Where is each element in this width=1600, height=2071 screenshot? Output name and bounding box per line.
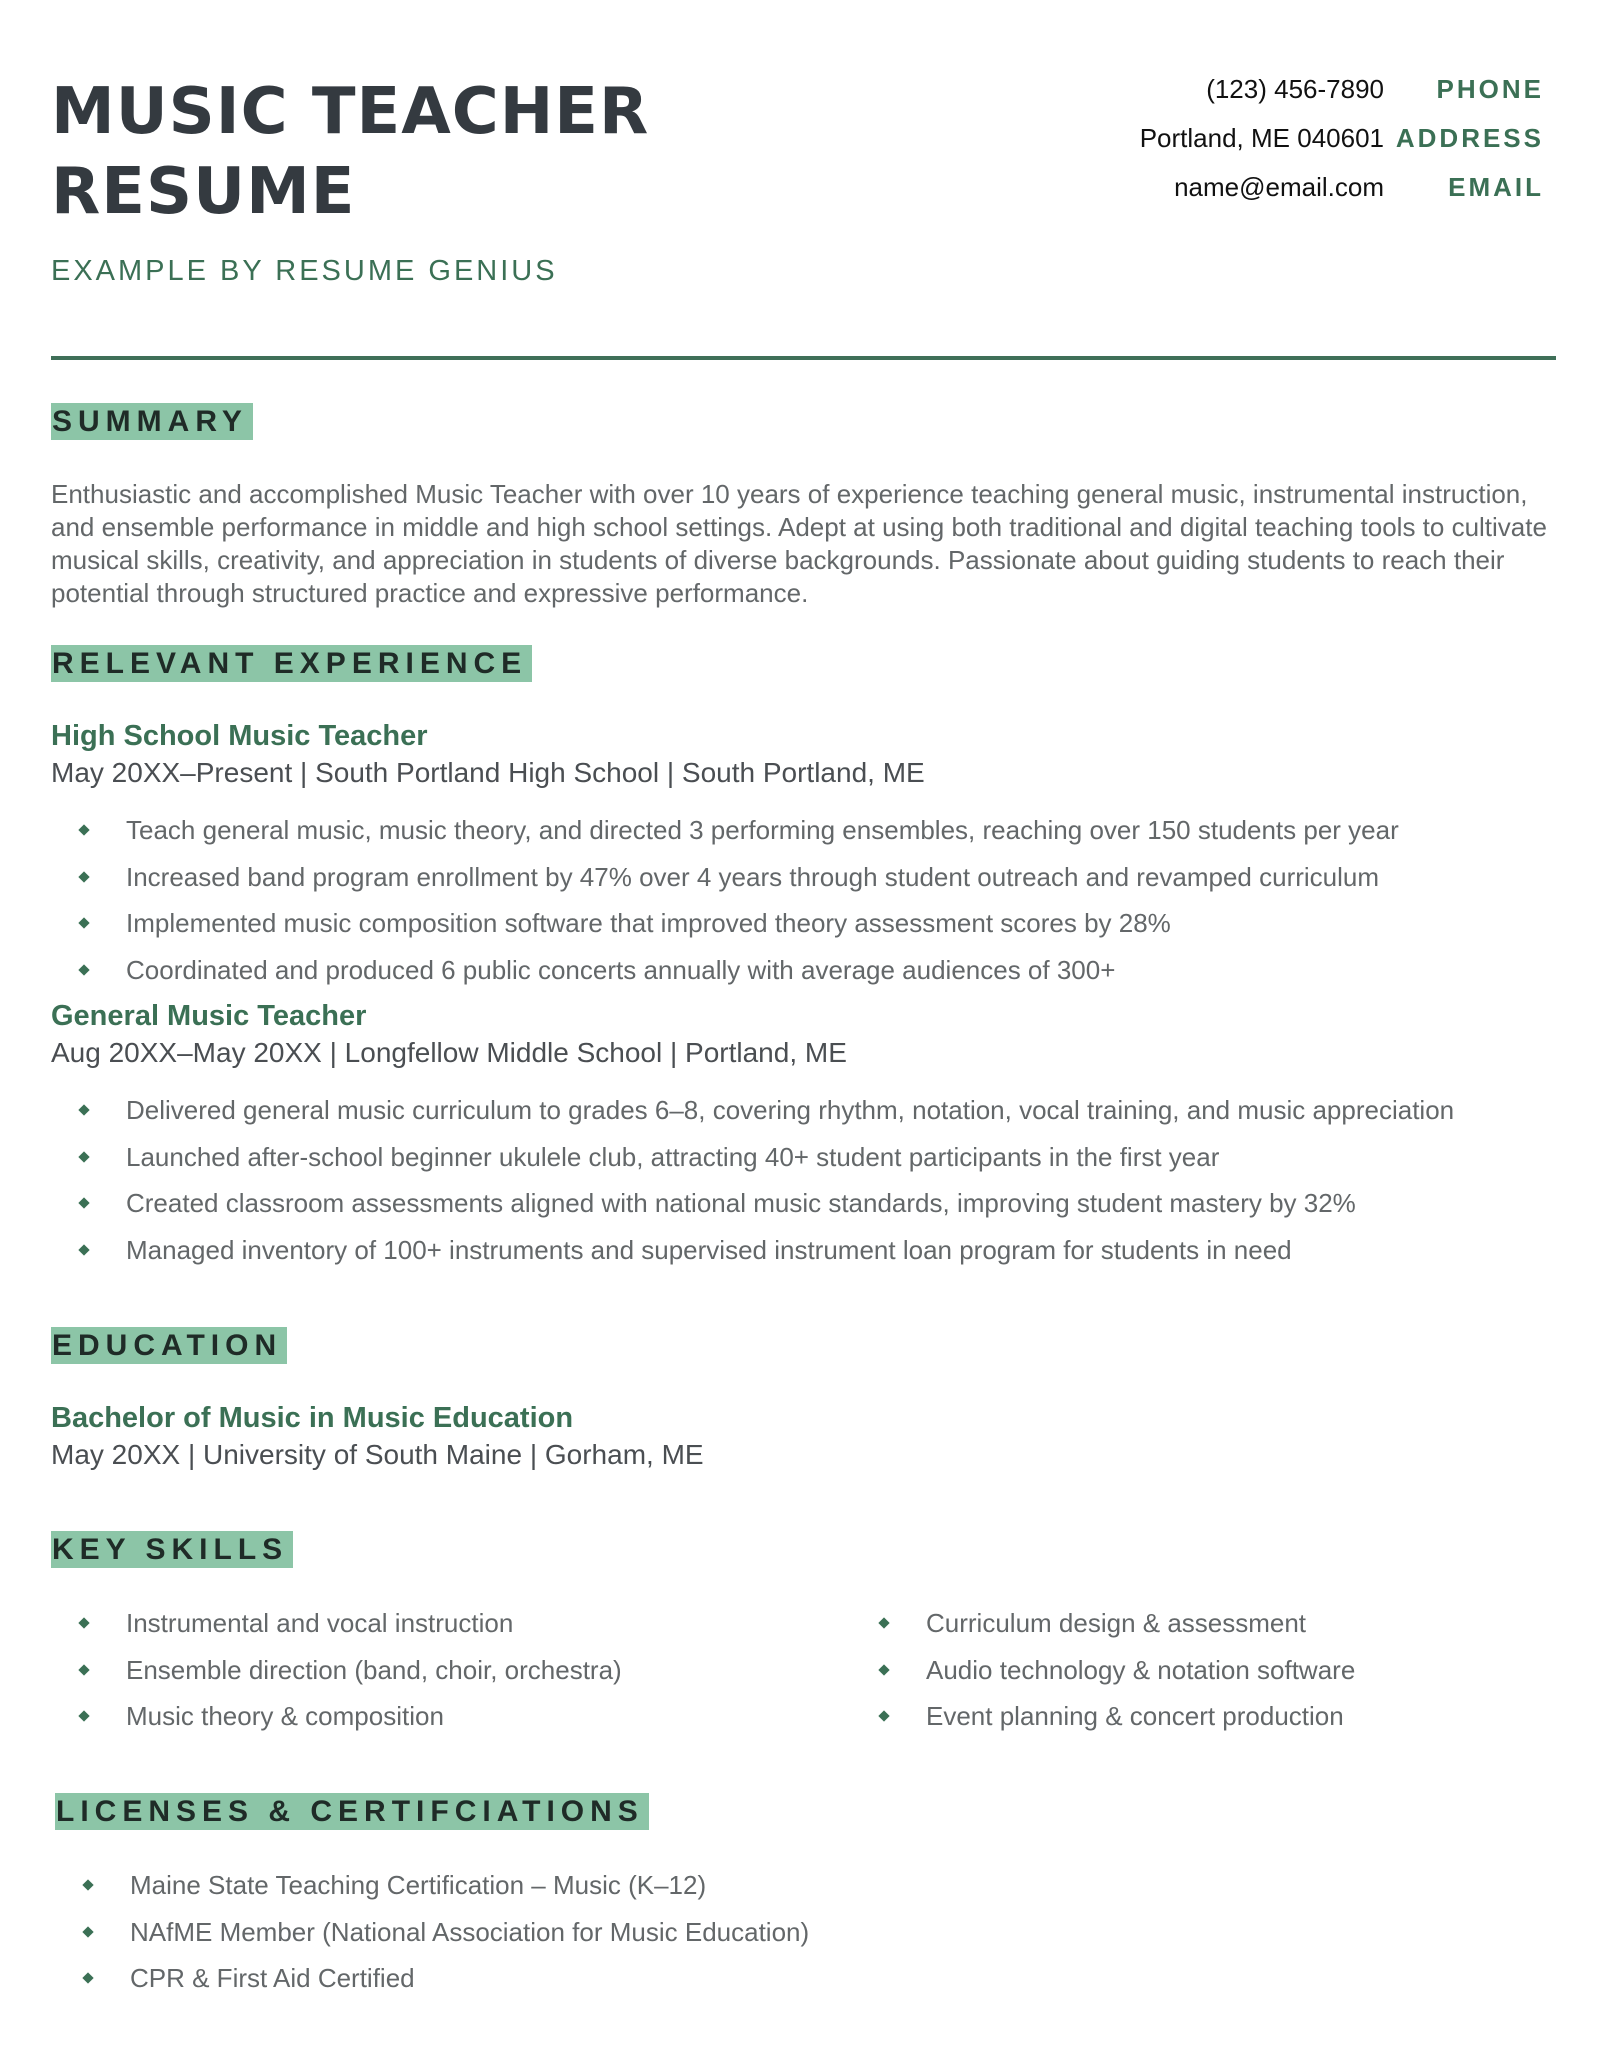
- bullet-diamond-icon: [78, 1151, 89, 1162]
- list-item-text: Maine State Teaching Certification – Music (K–12): [130, 1870, 707, 1900]
- resume-title-line-2: RESUME: [51, 155, 356, 229]
- bullet-diamond-icon: [878, 1618, 889, 1629]
- job-title: High School Music Teacher: [51, 720, 428, 752]
- contact-email: [1174, 167, 1544, 207]
- job-meta: May 20XX–Present | South Portland High School | South Portland, ME: [51, 757, 925, 788]
- bullet-diamond-icon: [78, 825, 89, 836]
- list-item-text: Music theory & composition: [126, 1701, 444, 1731]
- list-item: [51, 1180, 1454, 1227]
- list-item: [51, 807, 1399, 854]
- bullet-diamond-icon: [878, 1711, 889, 1722]
- contact-phone: [1206, 69, 1544, 109]
- address-label: ADDRESS: [1395, 122, 1544, 153]
- experience-heading: RELEVANT EXPERIENCE: [51, 645, 532, 682]
- phone-label: PHONE: [1436, 73, 1544, 104]
- bullet-diamond-icon: [78, 871, 89, 882]
- bullet-diamond-icon: [878, 1664, 889, 1675]
- list-item-text: NAfME Member (National Association for Music Education): [130, 1916, 810, 1947]
- skills-heading: KEY SKILLS: [51, 1531, 293, 1568]
- bullet-diamond-icon: [78, 1244, 89, 1255]
- list-item-text: Created classroom assessments aligned with national music standards, improving student mastery by 32%: [126, 1188, 1356, 1218]
- degree-title: Bachelor of Music in Music Education: [51, 1402, 574, 1434]
- list-item-text: Implemented music composition software that improved theory assessment scores by 28%: [126, 908, 1171, 938]
- list-item: [51, 1087, 1454, 1134]
- email-value: name@email.com: [1174, 171, 1384, 202]
- list-item: [51, 947, 1399, 994]
- bullet-diamond-icon: [78, 1198, 89, 1209]
- bullet-diamond-icon: [78, 1618, 89, 1629]
- list-item: [851, 1647, 1355, 1694]
- degree-meta: May 20XX | University of South Maine | Gorham, ME: [51, 1439, 704, 1470]
- list-item: [51, 1600, 622, 1647]
- list-item-text: Ensemble direction (band, choir, orchestra): [126, 1654, 622, 1685]
- summary-text: Enthusiastic and accomplished Music Teacher with over 10 years of experience teaching general music, instrumental instruction, and ensemble performance in middle and high school settings. Adept at using both traditional and digital teaching tools to cultivate musical skills, creativity, and appreciation in students of diverse backgrounds. Passionate about guiding students to reach their potential through structured practice and expressive performance.: [51, 479, 1547, 608]
- bullet-diamond-icon: [78, 964, 89, 975]
- bullet-diamond-icon: [78, 918, 89, 929]
- list-item: [51, 1693, 622, 1740]
- certifications-list: [55, 1862, 809, 2002]
- list-item: [51, 1227, 1454, 1274]
- job-title: General Music Teacher: [51, 1000, 367, 1032]
- job-bullets: [51, 1087, 1454, 1273]
- list-item: [51, 1647, 622, 1694]
- list-item-text: Delivered general music curriculum to grades 6–8, covering rhythm, notation, vocal training, and music appreciation: [126, 1095, 1455, 1125]
- address-value: Portland, ME 040601: [1139, 122, 1384, 153]
- list-item-text: Event planning & concert production: [926, 1701, 1344, 1731]
- list-item: [55, 1909, 809, 1956]
- list-item-text: Audio technology & notation software: [926, 1654, 1356, 1685]
- bullet-diamond-icon: [78, 1711, 89, 1722]
- bullet-diamond-icon: [78, 1105, 89, 1116]
- email-label: EMAIL: [1448, 171, 1544, 202]
- list-item-text: Launched after-school beginner ukulele club, attracting 40+ student participants in the first year: [126, 1141, 1220, 1172]
- resume-subtitle: EXAMPLE BY RESUME GENIUS: [51, 255, 558, 287]
- resume-title-line-1: MUSIC TEACHER: [51, 75, 650, 149]
- contact-address: [1140, 118, 1544, 158]
- education-heading: EDUCATION: [51, 1327, 287, 1364]
- job-bullets: [51, 807, 1399, 993]
- bullet-diamond-icon: [82, 1926, 93, 1937]
- phone-value: (123) 456-7890: [1206, 73, 1384, 104]
- list-item: [851, 1693, 1355, 1740]
- list-item-text: Instrumental and vocal instruction: [126, 1608, 514, 1638]
- list-item: [851, 1600, 1355, 1647]
- list-item-text: Teach general music, music theory, and directed 3 performing ensembles, reaching over 150 students per year: [126, 815, 1399, 845]
- bullet-diamond-icon: [82, 1880, 93, 1891]
- skills-list-right: [851, 1600, 1355, 1740]
- header-divider: [51, 356, 1556, 360]
- list-item-text: Managed inventory of 100+ instruments and supervised instrument loan program for students in need: [126, 1234, 1292, 1265]
- list-item: [51, 900, 1399, 947]
- list-item: [55, 1955, 809, 2002]
- list-item-text: Increased band program enrollment by 47% over 4 years through student outreach and revamped curriculum: [126, 861, 1380, 892]
- list-item: [51, 1134, 1454, 1181]
- list-item-text: Curriculum design & assessment: [926, 1608, 1307, 1638]
- list-item: [51, 854, 1399, 901]
- certifications-heading: LICENSES & CERTIFCIATIONS: [55, 1793, 649, 1830]
- summary-heading: SUMMARY: [51, 403, 253, 440]
- skills-list-left: [51, 1600, 622, 1740]
- bullet-diamond-icon: [78, 1664, 89, 1675]
- list-item-text: CPR & First Aid Certified: [130, 1963, 415, 1993]
- list-item-text: Coordinated and produced 6 public concerts annually with average audiences of 300+: [126, 954, 1116, 985]
- job-meta: Aug 20XX–May 20XX | Longfellow Middle School | Portland, ME: [51, 1037, 847, 1068]
- bullet-diamond-icon: [82, 1973, 93, 1984]
- list-item: [55, 1862, 809, 1909]
